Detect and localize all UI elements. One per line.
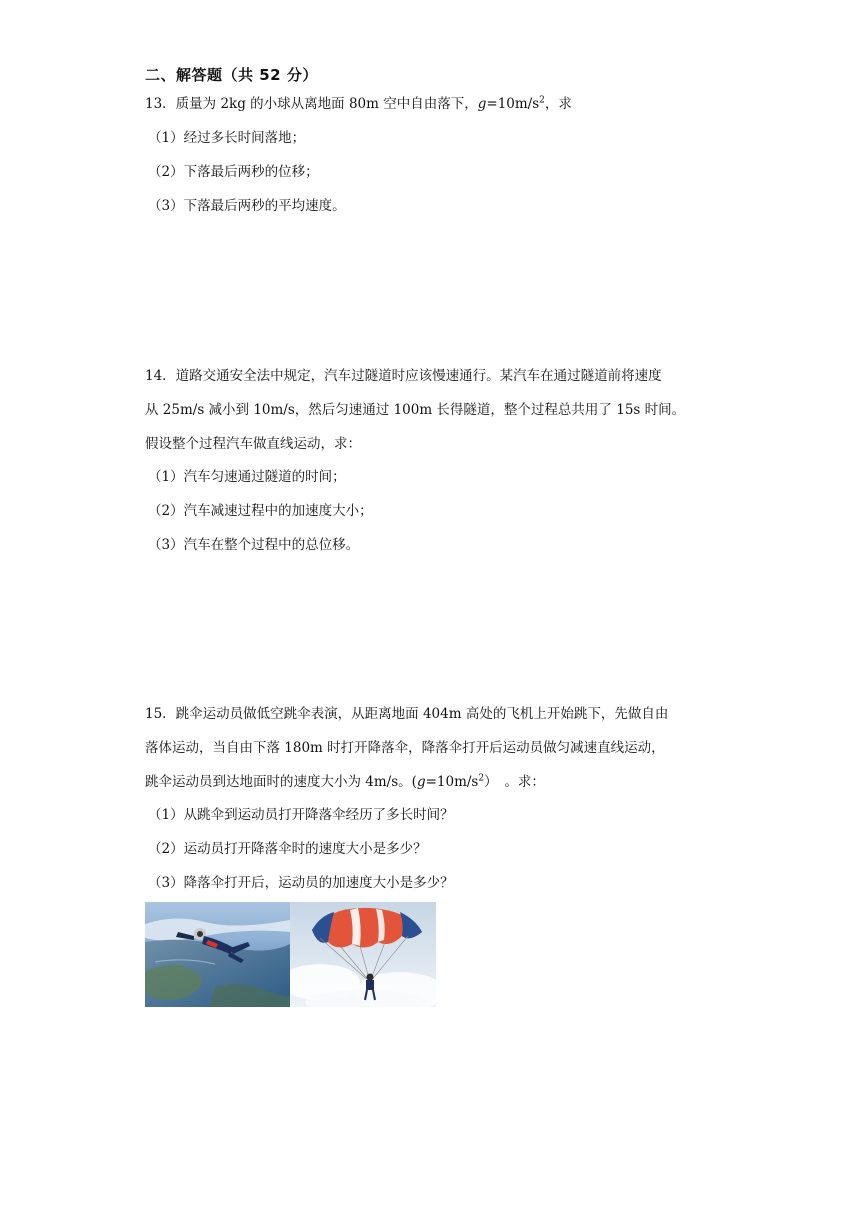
skydiver-freefall-photo — [145, 902, 290, 1007]
q14-part-3: （3）汽车在整个过程中的总位移。 — [148, 537, 360, 553]
q15-part-3: （3）降落伞打开后，运动员的加速度大小是多少？ — [148, 875, 454, 891]
q13-stem — [145, 94, 572, 114]
g-exponent: 2 — [539, 95, 545, 106]
q15-part-1: （1）从跳伞到运动员打开降落伞经历了多长时间？ — [148, 807, 454, 823]
parachute-photo — [290, 902, 436, 1007]
q14-stem-line-3: 假设整个过程汽车做直线运动，求： — [145, 436, 361, 452]
g-symbol: g — [416, 774, 426, 790]
q13-part-2: （2）下落最后两秒的位移； — [148, 164, 319, 180]
q13-stem-text: 13．质量为 2kg 的小球从离地面 80m 空中自由落下， — [145, 96, 478, 112]
q15-stem-end: ） 。求： — [484, 774, 545, 790]
q13-part-3: （3）下落最后两秒的平均速度。 — [148, 198, 346, 214]
g-exponent: 2 — [478, 773, 485, 784]
q15-stem-line-1: 15．跳伞运动员做低空跳伞表演，从距离地面 404m 高处的飞机上开始跳下，先做自由 — [145, 706, 669, 722]
q13-part-1: （1）经过多长时间落地； — [148, 130, 306, 146]
q15-part-2: （2）运动员打开降落伞时的速度大小是多少？ — [148, 841, 427, 857]
q15-stem-text: 跳伞运动员到达地面时的速度大小为 4m/s。( — [145, 774, 417, 790]
g-value: =10m/s — [425, 774, 479, 790]
section-heading: 二、解答题（共 52 分） — [145, 66, 318, 84]
q14-stem-line-2: 从 25m/s 减小到 10m/s，然后匀速通过 100m 长得隧道，整个过程总共用了 15s 时间。 — [145, 402, 686, 418]
q15-stem-line-3 — [145, 772, 545, 792]
g-symbol: g — [477, 96, 487, 112]
q15-stem-line-2: 落体运动，当自由下落 180m 时打开降落伞，降落伞打开后运动员做匀减速直线运动， — [145, 740, 665, 756]
q14-part-1: （1）汽车匀速通过隧道的时间； — [148, 469, 346, 485]
q13-stem-end: ，求 — [544, 96, 572, 112]
g-value: =10m/s — [486, 96, 540, 112]
q14-stem-line-1: 14．道路交通安全法中规定，汽车过隧道时应该慢速通行。某汽车在通过隧道前将速度 — [145, 368, 662, 384]
q14-part-2: （2）汽车减速过程中的加速度大小； — [148, 503, 373, 519]
